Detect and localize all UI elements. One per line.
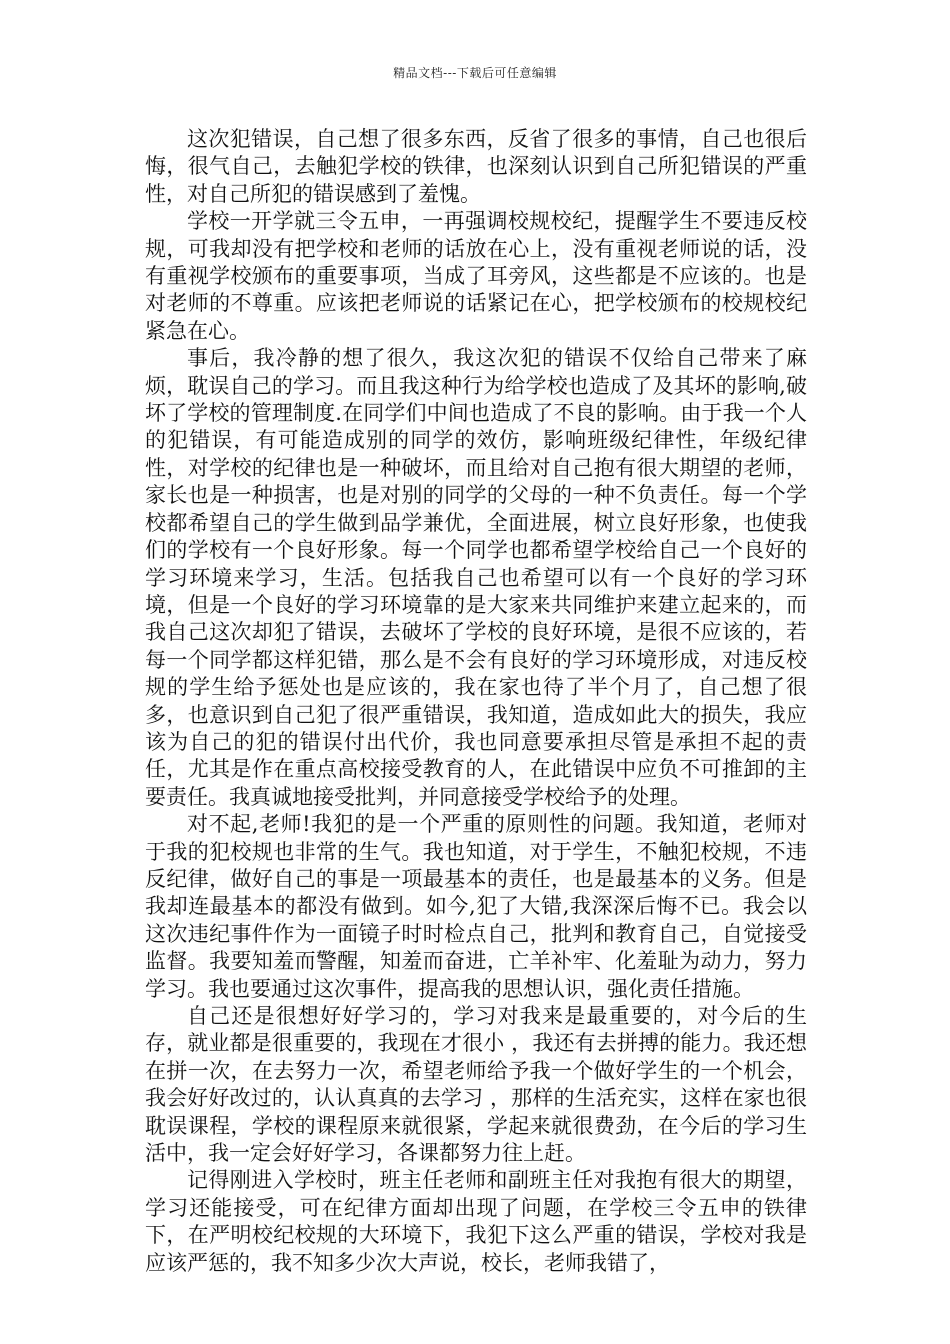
paragraph-3: 事后，我冷静的想了很久，我这次犯的错误不仅给自己带来了麻烦，耽误自己的学习。而且我这种行为给学校也造成了及其坏的影响,破坏了学校的管理制度.在同学们中间也造成了不良的影响。由于我一个人的犯错误，有可能造成别的同学的效仿，影响班级纪律性，年级纪律性，对学校的纪律也是一种破坏，而且给对自己抱有很大期望的老师，家长也是一种损害，也是对别的同学的父母的一种不负责任。每一个学校都希望自己的学生做到品学兼优，全面进展，树立良好形象，也使我们的学校有一个良好形象。每一个同学也都希望学校给自己一个良好的学习环境来学习，生活。包括我自己也希望可以有一个良好的学习环境，但是一个良好的学习环境靠的是大家来共同维护来建立起来的，而我自己这次却犯了错误，去破坏了学校的良好环境，是很不应该的，若每一个同学都这样犯错，那么是不会有良好的学习环境形成，对违反校规的学生给予惩处也是应该的，我在家也待了半个月了，自己想了很多，也意识到自己犯了很严重错误，我知道，造成如此大的损失，我应该为自己的犯的错误付出代价，我也同意要承担尽管是承担不起的责任，尤其是作在重点高校接受教育的人，在此错误中应负不可推卸的主要责任。我真诚地接受批判，并同意接受学校给予的处理。 bbox=[145, 346, 807, 809]
paragraph-6: 记得刚进入学校时，班主任老师和副班主任对我抱有很大的期望，学习还能接受，可在纪律方面却出现了问题，在学校三令五申的铁律下，在严明校纪校规的大环境下，我犯下这么严重的错误，学校对我是应该严惩的，我不知多少次大声说，校长，老师我错了， bbox=[145, 1168, 807, 1275]
paragraph-2: 学校一开学就三令五申，一再强调校规校纪，提醒学生不要违反校规，可我却没有把学校和老师的话放在心上，没有重视老师说的话，没有重视学校颁布的重要事项，当成了耳旁风，这些都是不应该的。也是对老师的不尊重。应该把老师说的话紧记在心，把学校颁布的校规校纪紧急在心。 bbox=[145, 209, 807, 343]
paragraph-1: 这次犯错误，自己想了很多东西，反省了很多的事情，自己也很后悔，很气自己，去触犯学校的铁律，也深刻认识到自己所犯错误的严重性，对自己所犯的错误感到了羞愧。 bbox=[145, 127, 807, 206]
page-header: 精品文档---下载后可任意编辑 bbox=[393, 66, 557, 80]
document-body bbox=[145, 126, 807, 1277]
paragraph-5: 自己还是很想好好学习的，学习对我来是最重要的，对今后的生存，就业都是很重要的，我现在才很小 ，我还有去拼搏的能力。我还想在拼一次，在去努力一次，希望老师给予我一个做好学生的一个机会，我会好好改过的，认认真真的去学习 ，那样的生活充实，这样在家也很耽误课程，学校的课程原来就很紧，学起来就很费劲，在今后的学习生活中，我一定会好好学习，各课都努力往上赶。 bbox=[145, 1004, 807, 1166]
paragraph-4: 对不起,老师!我犯的是一个严重的原则性的问题。我知道，老师对于我的犯校规也非常的生气。我也知道，对于学生，不触犯校规，不违反纪律，做好自己的事是一项最基本的责任，也是最基本的义务。但是我却连最基本的都没有做到。如今,犯了大错,我深深后悔不已。我会以这次违纪事件作为一面镜子时时检点自己，批判和教育自己，自觉接受监督。我要知羞而警醒，知羞而奋进，亡羊补牢、化羞耻为动力，努力学习。我也要通过这次事件，提高我的思想认识，强化责任措施。 bbox=[145, 812, 807, 1001]
